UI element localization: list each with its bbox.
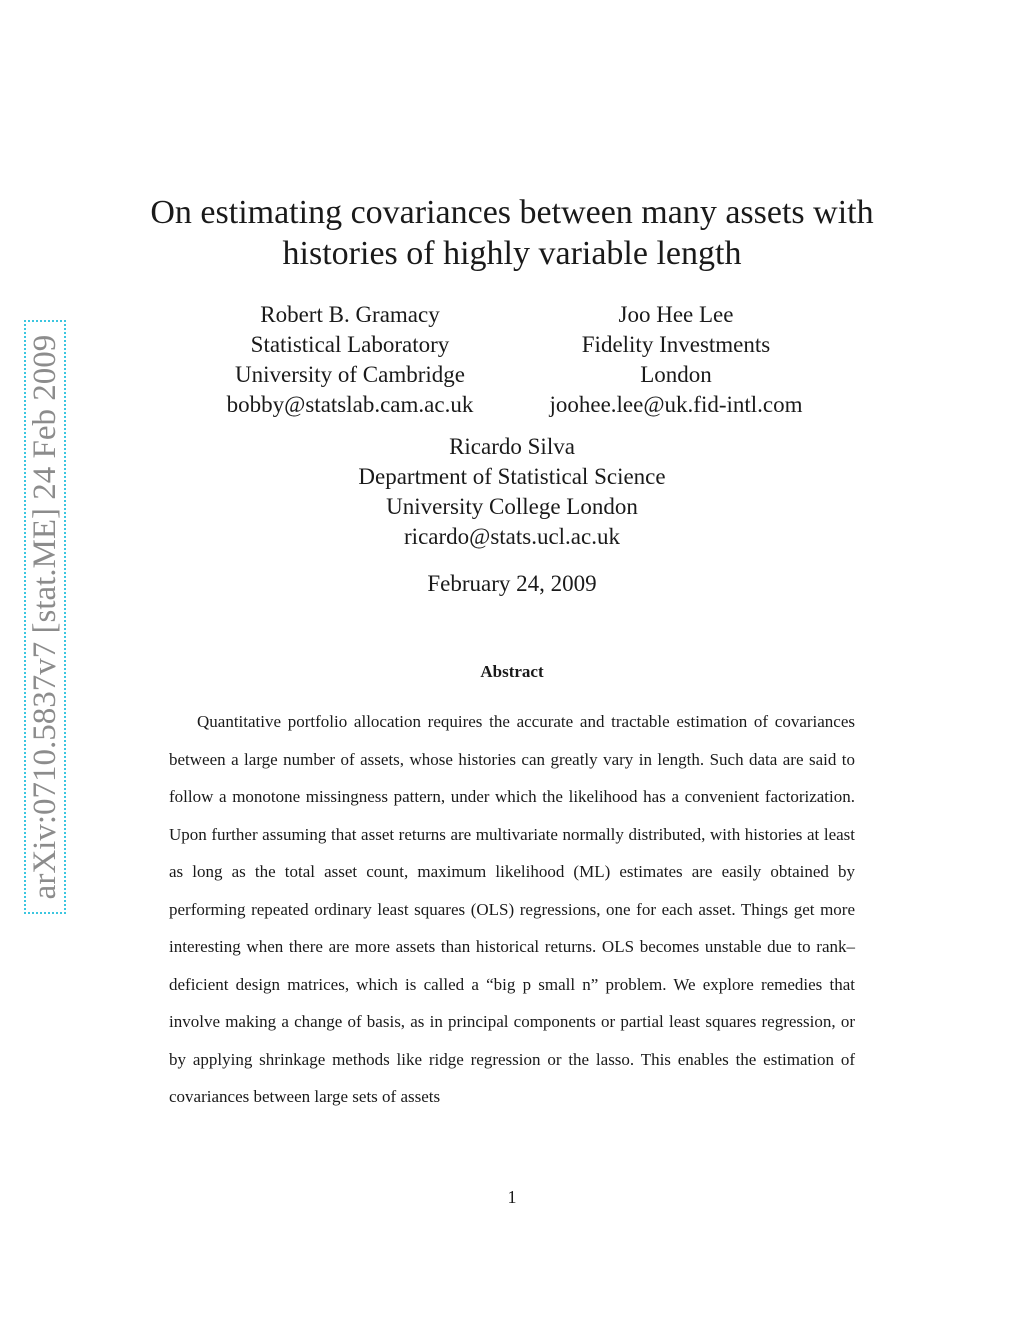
author-name: Joo Hee Lee: [618, 302, 734, 327]
abstract-body: [169, 703, 855, 1116]
author-email[interactable]: bobby@statslab.cam.ac.uk: [226, 392, 474, 417]
paper-title: [100, 192, 924, 274]
author-department: Fidelity Investments: [581, 332, 771, 357]
author-block-3: [262, 432, 762, 552]
author-institution: University College London: [386, 494, 638, 519]
author-department: Department of Statistical Science: [358, 464, 666, 489]
author-institution: London: [640, 362, 712, 387]
page-number: 1: [507, 1187, 517, 1207]
publication-date: February 24, 2009: [427, 571, 597, 596]
author-block-2: [526, 300, 826, 420]
abstract-paragraph: Quantitative portfolio allocation requires the accurate and tractable estimation of covariances between a large number of assets, whose histories can greatly vary in length. Such data are said to follow a monotone missingness pattern, under which the likelihood has a convenient factorization. Upon further assuming that asset returns are multivariate normally distributed, with histories at least as long as the total asset count, maximum likelihood (ML) estimates are easily obtained by performing repeated ordinary least squares (OLS) regressions, one for each asset. Things get more interesting when there are more assets than historical returns. OLS becomes unstable due to rank–deficient design matrices, which is called a “big p small n” problem. We explore remedies that involve making a change of basis, as in principal components or partial least squares regression, or by applying shrinkage methods like ridge regression or the lasso. This enables the estimation of covariances between large sets of assets: [169, 712, 855, 1106]
arxiv-identifier[interactable]: arXiv:0710.5837v7 [stat.ME] 24 Feb 2009: [27, 334, 63, 900]
author-department: Statistical Laboratory: [250, 332, 450, 357]
author-block-1: [200, 300, 500, 420]
author-institution: University of Cambridge: [235, 362, 465, 387]
arxiv-stamp: [24, 320, 66, 914]
author-email[interactable]: joohee.lee@uk.fid-intl.com: [549, 392, 803, 417]
title-line-1: On estimating covariances between many assets with: [150, 194, 874, 231]
author-name: Robert B. Gramacy: [260, 302, 440, 327]
author-email[interactable]: ricardo@stats.ucl.ac.uk: [404, 524, 620, 549]
title-line-2: histories of highly variable length: [282, 235, 742, 272]
author-name: Ricardo Silva: [449, 434, 575, 459]
abstract-heading: Abstract: [480, 662, 544, 681]
